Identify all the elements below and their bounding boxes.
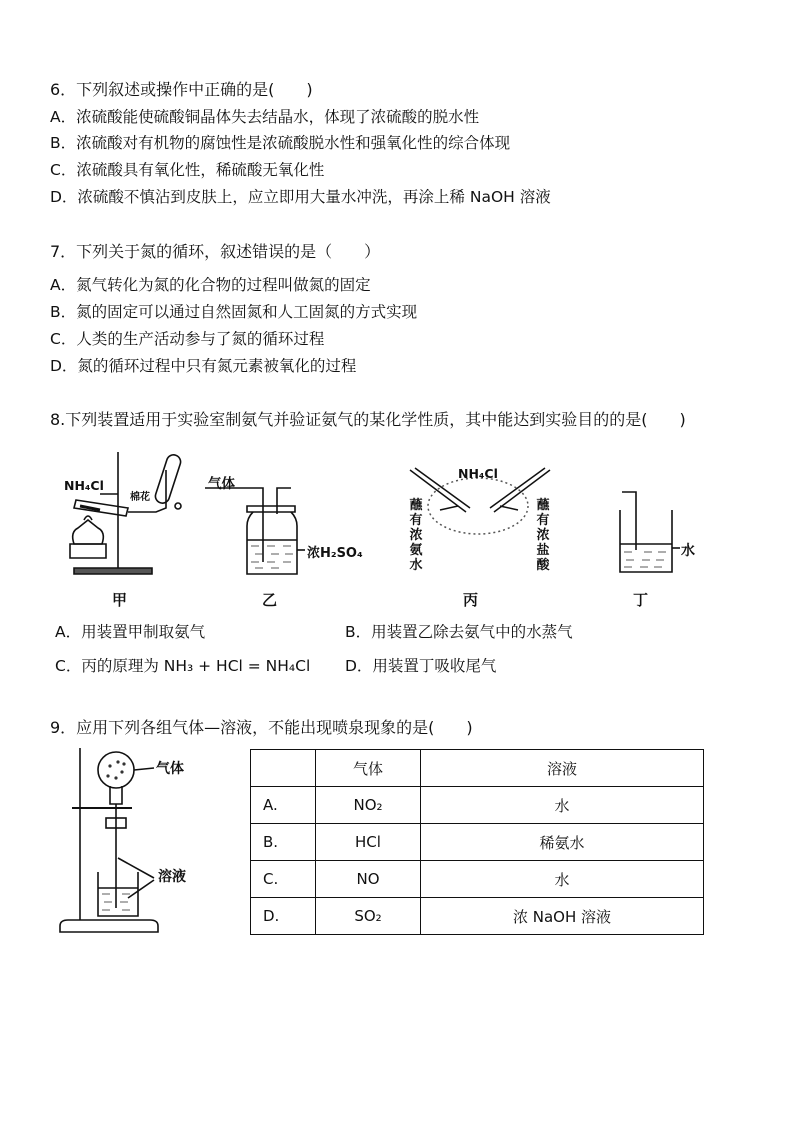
q8-stem: 8.下列装置适用于实验室制氨气并验证氨气的某化学性质，其中能达到实验目的的是( ) [50, 410, 686, 429]
table-row [251, 824, 704, 861]
q6-option-a: A．浓硫酸能使硫酸铜晶体失去结晶水，体现了浓硫酸的脱水性 [50, 108, 480, 126]
table-cell-option: D. [251, 898, 316, 935]
table-cell-solution: 水 [421, 787, 704, 824]
apparatus-yi-drawing [205, 478, 325, 578]
table-header-gas: 气体 [316, 750, 421, 787]
caption-ding: 丁 [633, 591, 649, 609]
label-nh4cl-bing: NH₄Cl [458, 466, 498, 481]
label-gas-yi: 气体 [208, 476, 235, 492]
table-cell-gas: HCl [316, 824, 421, 861]
label-conc-h2so4: 浓H₂SO₄ [307, 546, 363, 561]
q7-option-d: D．氮的循环过程中只有氮元素被氧化的过程 [50, 357, 357, 375]
label-dipped-ammonia: 蘸有浓氨水 [409, 498, 423, 573]
table-cell-option: B. [251, 824, 316, 861]
q9-stem: 9．应用下列各组气体—溶液，不能出现喷泉现象的是( ) [50, 718, 473, 737]
table-header-cell [251, 750, 316, 787]
gas-solution-table [250, 749, 704, 935]
label-cotton: 棉花 [130, 492, 150, 503]
caption-bing: 丙 [463, 591, 479, 609]
table-cell-option: A. [251, 787, 316, 824]
table-cell-solution: 浓 NaOH 溶液 [421, 898, 704, 935]
table-cell-solution: 稀氨水 [421, 824, 704, 861]
q6-option-c: C．浓硫酸具有氧化性，稀硫酸无氧化性 [50, 161, 325, 179]
label-nh4cl-jia: NH₄Cl [64, 478, 104, 493]
q8-option-c: C．丙的原理为 NH₃ + HCl = NH₄Cl [55, 657, 311, 675]
apparatus-jia-drawing [60, 450, 195, 580]
label-solution-fountain: 溶液 [158, 869, 186, 885]
table-cell-gas: SO₂ [316, 898, 421, 935]
fountain-apparatus-drawing [58, 748, 168, 938]
q6-stem: 6．下列叙述或操作中正确的是( ) [50, 80, 313, 99]
caption-jia: 甲 [112, 591, 128, 609]
label-dipped-hcl: 蘸有浓盐酸 [536, 498, 550, 573]
table-cell-gas: NO₂ [316, 787, 421, 824]
table-header-row [251, 750, 704, 787]
table-cell-gas: NO [316, 861, 421, 898]
table-cell-solution: 水 [421, 861, 704, 898]
q8-option-b: B．用装置乙除去氨气中的水蒸气 [345, 623, 573, 641]
q6-option-b: B．浓硫酸对有机物的腐蚀性是浓硫酸脱水性和强氧化性的综合体现 [50, 134, 511, 152]
q6-option-d: D．浓硫酸不慎沾到皮肤上，应立即用大量水冲洗，再涂上稀 NaOH 溶液 [50, 188, 551, 206]
table-cell-option: C. [251, 861, 316, 898]
label-water-ding: 水 [681, 543, 695, 559]
table-row [251, 861, 704, 898]
q7-option-a: A．氮气转化为氮的化合物的过程叫做氮的固定 [50, 276, 371, 294]
q7-stem: 7．下列关于氮的循环，叙述错误的是（ ） [50, 242, 381, 261]
table-row [251, 787, 704, 824]
label-gas-fountain: 气体 [156, 761, 184, 777]
table-header-solution: 溶液 [421, 750, 704, 787]
q7-option-c: C．人类的生产活动参与了氮的循环过程 [50, 330, 325, 348]
q7-option-b: B．氮的固定可以通过自然固氮和人工固氮的方式实现 [50, 303, 418, 321]
q8-option-a: A．用装置甲制取氨气 [55, 623, 206, 641]
caption-yi: 乙 [262, 591, 278, 609]
table-row [251, 898, 704, 935]
apparatus-ding-drawing [612, 486, 702, 576]
q8-option-d: D．用装置丁吸收尾气 [345, 657, 497, 675]
